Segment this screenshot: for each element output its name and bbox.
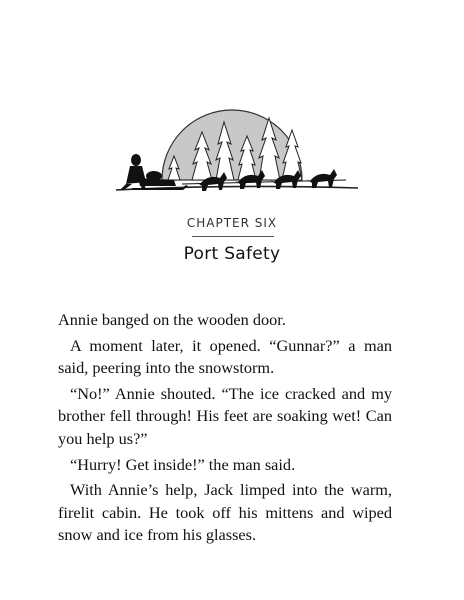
- chapter-title: Port Safety: [183, 244, 281, 264]
- chapter-body: [58, 309, 392, 550]
- paragraph: “No!” Annie shouted. “The ice cracked and my brother fell through! His feet are soaking wet! Can you help us?”: [58, 383, 392, 448]
- paragraph: Annie banged on the wooden door.: [58, 310, 286, 329]
- chapter-divider: [192, 236, 274, 237]
- paragraph: “Hurry! Get inside!” the man said.: [70, 454, 296, 474]
- paragraph: A moment later, it opened. “Gunnar?” a man said, peering into the snowstorm.: [58, 335, 392, 378]
- chapter-label: CHAPTER SIX: [186, 216, 278, 230]
- dog-sled-team-icon: [96, 98, 366, 200]
- paragraph: With Annie’s help, Jack limped into the warm, firelit cabin. He took off his mittens and wiped snow and ice from his glasses.: [58, 480, 392, 545]
